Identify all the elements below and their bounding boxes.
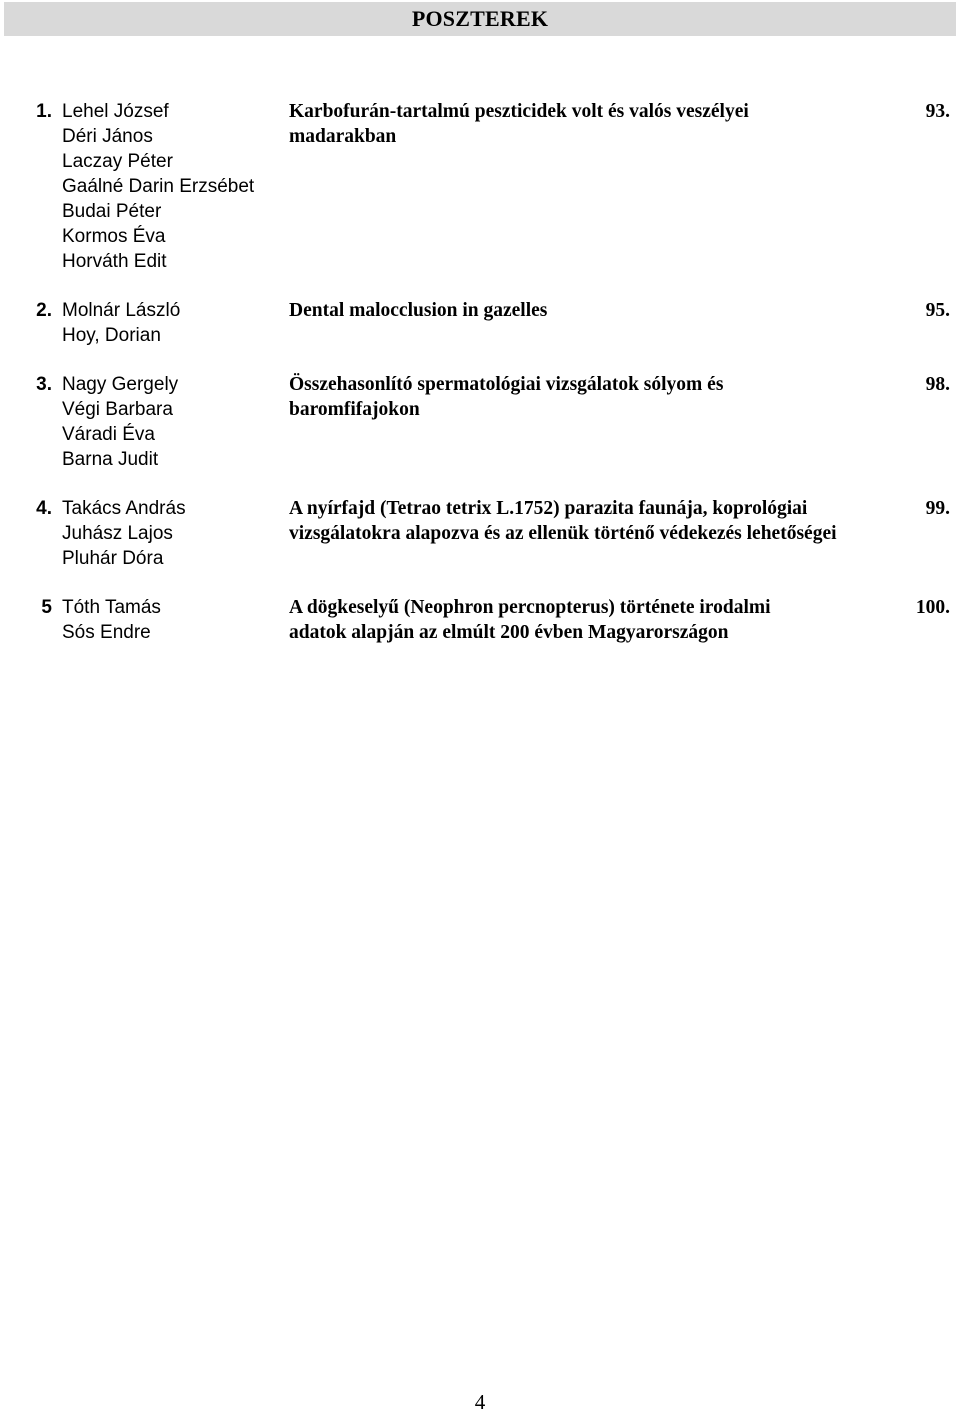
- author: Kormos Éva: [62, 226, 166, 247]
- entry-authors: [62, 298, 277, 348]
- entry-authors: [62, 595, 277, 645]
- author: Hoy, Dorian: [62, 325, 161, 346]
- author: Juhász Lajos: [62, 523, 173, 544]
- author: Takács András: [62, 498, 186, 519]
- entry-title: [289, 298, 889, 323]
- title-line: adatok alapján az elmúlt 200 évben Magyarországon: [289, 622, 729, 643]
- author: Laczay Péter: [62, 151, 173, 172]
- entry-page: 98.: [925, 374, 950, 395]
- author: Molnár László: [62, 300, 181, 321]
- author: Lehel József: [62, 101, 169, 122]
- entry-page: 93.: [925, 101, 950, 122]
- author: Barna Judit: [62, 449, 159, 470]
- entry-number: 5: [41, 597, 52, 618]
- title-line: baromfifajokon: [289, 399, 420, 420]
- entry-page: 99.: [925, 498, 950, 519]
- entry-page: 95.: [925, 300, 950, 321]
- entry-title: [289, 99, 889, 149]
- author: Váradi Éva: [62, 424, 155, 445]
- entry-title: [289, 372, 889, 422]
- author: Végi Barbara: [62, 399, 173, 420]
- entry-number: 2.: [36, 300, 52, 321]
- author: Tóth Tamás: [62, 597, 161, 618]
- author: Déri János: [62, 126, 153, 147]
- entry-number: 3.: [36, 374, 52, 395]
- author: Sós Endre: [62, 622, 151, 643]
- entry-authors: [62, 372, 277, 472]
- title-line: vizsgálatokra alapozva és az ellenük történő védekezés lehetőségei: [289, 523, 837, 544]
- entry-number: 1.: [36, 101, 52, 122]
- title-line: Karbofurán-tartalmú peszticidek volt és valós veszélyei: [289, 101, 749, 122]
- author: Nagy Gergely: [62, 374, 179, 395]
- title-line: A nyírfajd (Tetrao tetrix L.1752) parazita faunája, koprológiai: [289, 498, 808, 519]
- entry-title: [289, 496, 889, 546]
- title-line: Összehasonlító spermatológiai vizsgálatok sólyom és: [289, 374, 724, 395]
- author: Pluhár Dóra: [62, 548, 164, 569]
- entry-authors: [62, 99, 277, 274]
- title-line: A dögkeselyű (Neophron percnopterus) története irodalmi: [289, 597, 771, 618]
- section-title: POSZTEREK: [411, 6, 549, 31]
- author: Budai Péter: [62, 201, 162, 222]
- entry-page: 100.: [915, 597, 950, 618]
- footer-page-number: 4: [474, 1390, 486, 1414]
- author: Horváth Edit: [62, 251, 167, 272]
- title-line: Dental malocclusion in gazelles: [289, 300, 548, 321]
- section-header-bar: [4, 2, 956, 36]
- entry-number: 4.: [36, 498, 52, 519]
- entry-title: [289, 595, 889, 645]
- entry-authors: [62, 496, 277, 571]
- author: Gaálné Darin Erzsébet: [62, 176, 255, 197]
- title-line: madarakban: [289, 126, 397, 147]
